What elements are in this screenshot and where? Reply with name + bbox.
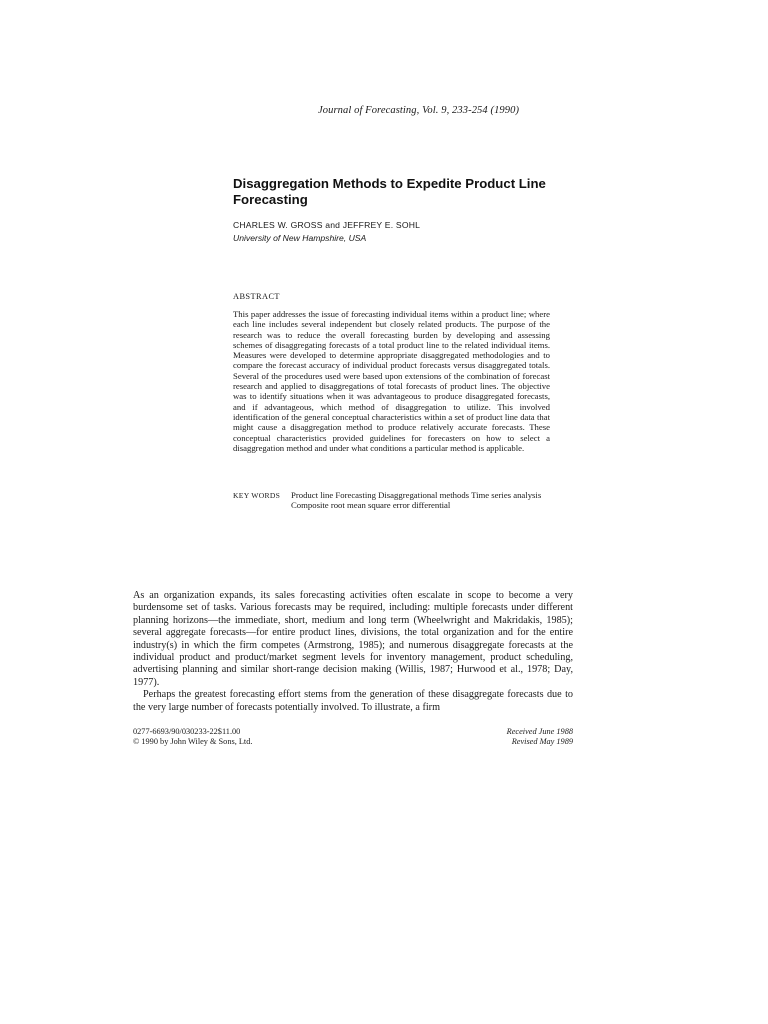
footer-row-1 [133,727,573,737]
keywords-section [233,490,563,511]
copyright-notice: © 1990 by John Wiley & Sons, Ltd. [133,737,253,747]
body-paragraph-2: Perhaps the greatest forecasting effort stems from the generation of these disaggregate forecasts due to the very large number of forecasts potentially involved. To illustrate, a firm [133,689,573,713]
received-date: Received June 1988 [506,727,573,736]
article-authors: CHARLES W. GROSS and JEFFREY E. SOHL [233,220,421,230]
abstract-heading: ABSTRACT [233,292,280,301]
revised-date: Revised May 1989 [511,737,573,747]
keywords-label: KEY WORDS [233,491,281,500]
article-code: 0277-6693/90/030233-22$11.00 [133,727,241,736]
author-affiliation: University of New Hampshire, USA [233,233,367,243]
journal-citation: Journal of Forecasting, Vol. 9, 233-254 (1990) [318,105,520,116]
body-text [133,590,573,714]
body-paragraph-1: As an organization expands, its sales forecasting activities often escalate in scope to become a very burdensome set of tasks. Various forecasts may be required, including: multiple forecasts under different planning horizons—the immediate, short, medium and long term (Wheelwright and Makridakis, 1985); several aggregate forecasts—for entire product lines, divisions, the total organization and for the entire industry(s) in which the firm competes (Armstrong, 1985); and numerous disaggregate forecasts at the individual product and product/market segment levels for inventory management, product scheduling, advertising planning and similar short-range decision making (Willis, 1987; Hurwood et al., 1978; Day, 1977). [133,590,573,688]
abstract-text: This paper addresses the issue of forecasting individual items within a product line; where each line includes several independent but closely related products. The purpose of the research was to reduce the overall forecasting burden by developing and assessing schemes of disaggregating forecasts of a total product line to the related individual items. Measures were developed to determine appropriate disaggregated methodologies and to compare the forecast accuracy of individual product forecasts versus disaggregated totals. Several of the procedures used were based upon extensions of the combination of forecast research and applied to disaggregations of total forecasts of product lines. The objective was to identify situations when it was advantageous to produce disaggregated forecasts, and if advantageous, which method of disaggregation to utilize. This involved identification of the general conceptual characteristics within a set of product line data that might cause a disaggregation method to produce relatively accurate forecasts. These conceptual characteristics provided guidelines for forecasters on how to select a disaggregation method and under what conditions a particular method is applicable. [233,309,550,453]
article-title: Disaggregation Methods to Expedite Product Line Forecasting [233,176,546,207]
page-footer [133,727,573,748]
keywords-list: Product line Forecasting Disaggregational methods Time series analysis Composite root mean square error differential [291,490,542,511]
footer-row-2 [133,737,573,747]
